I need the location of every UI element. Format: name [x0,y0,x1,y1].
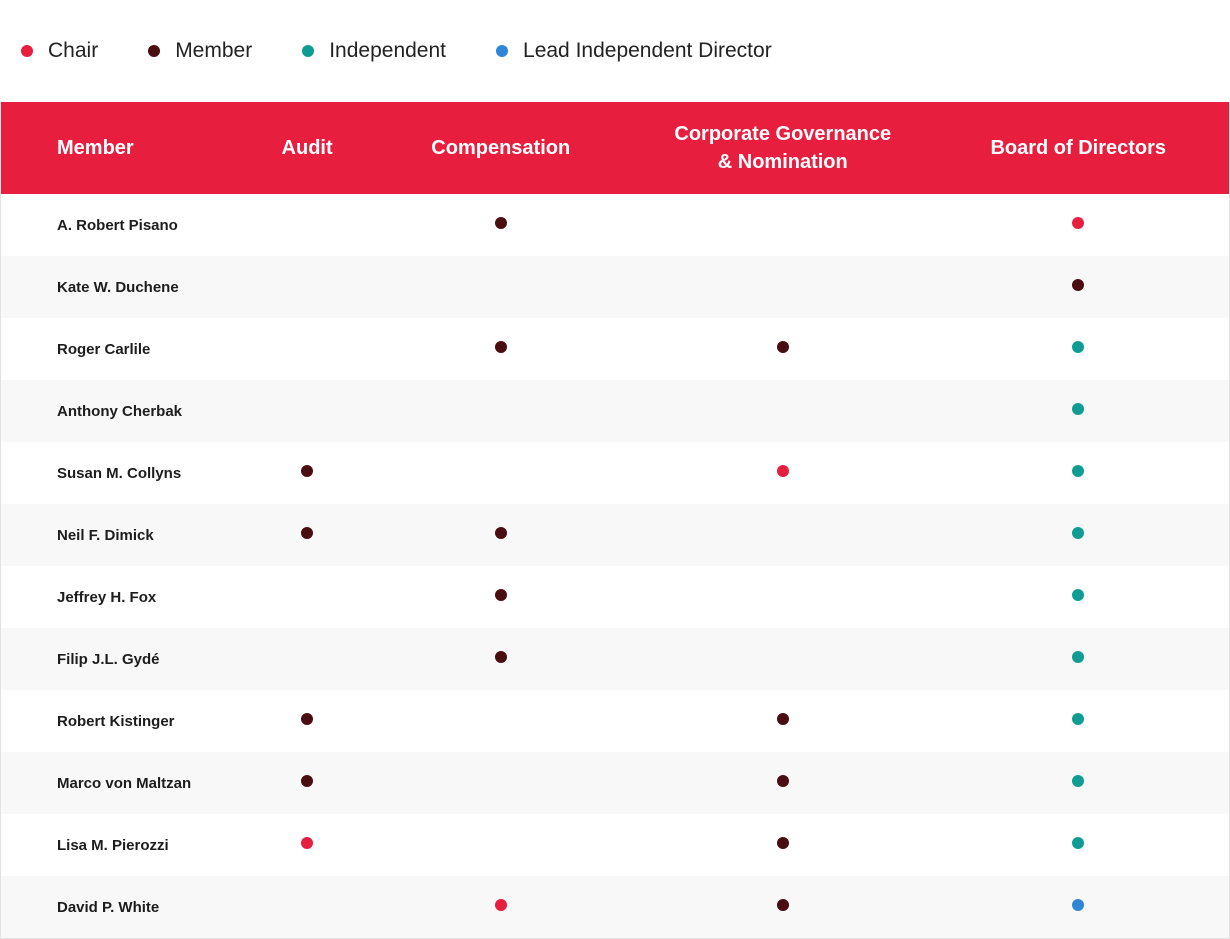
independent-dot-icon [1072,589,1084,601]
legend-item-lead [496,39,772,63]
audit-cell [251,256,364,318]
audit-cell [251,566,364,628]
compensation-cell [363,318,638,380]
board-cell [928,442,1229,504]
legend-label: Member [175,39,253,62]
independent-dot-icon [1072,341,1084,353]
member-name: A. Robert Pisano [57,216,178,234]
member-name: Kate W. Duchene [57,278,179,296]
governance-cell [638,442,928,504]
header-audit: Audit [281,137,333,159]
board-cell [928,380,1229,442]
governance-cell [638,876,928,938]
governance-cell [638,318,928,380]
member-name: Jeffrey H. Fox [57,588,157,606]
table-row [1,566,1229,628]
legend-item-independent [302,39,446,63]
audit-cell [251,194,364,256]
independent-dot-icon [1072,651,1084,663]
compensation-cell [363,876,638,938]
audit-cell [251,504,364,566]
member-name: Lisa M. Pierozzi [57,836,169,854]
member-name: Susan M. Collyns [57,464,182,482]
member-name-cell [1,318,251,380]
header-governance: Corporate Governance & Nomination [674,123,892,173]
table-row [1,814,1229,876]
member-name: Neil F. Dimick [57,526,154,544]
board-cell [928,814,1229,876]
member-dot-icon [495,341,507,353]
member-dot-icon [301,465,313,477]
compensation-cell [363,566,638,628]
compensation-cell [363,442,638,504]
member-name: Anthony Cherbak [57,402,183,420]
table-header [1,102,1229,194]
compensation-cell [363,752,638,814]
governance-cell [638,752,928,814]
audit-cell [251,814,364,876]
table-row [1,256,1229,318]
member-name-cell [1,442,251,504]
table-row [1,876,1229,938]
member-dot-icon [495,527,507,539]
member-name-cell [1,752,251,814]
board-cell [928,628,1229,690]
table-row [1,380,1229,442]
member-name: Robert Kistinger [57,712,175,730]
table-row [1,628,1229,690]
compensation-cell [363,690,638,752]
member-name-cell [1,628,251,690]
governance-cell [638,814,928,876]
member-name-cell [1,814,251,876]
independent-dot-icon [1072,775,1084,787]
governance-cell [638,194,928,256]
independent-dot-icon [1072,837,1084,849]
member-name: David P. White [57,898,160,916]
table-row [1,504,1229,566]
board-cell [928,690,1229,752]
compensation-cell [363,628,638,690]
legend-label: Chair [48,39,99,62]
committee-table [0,102,1230,939]
legend [0,0,1230,102]
member-dot-icon [495,651,507,663]
table-row [1,194,1229,256]
board-cell [928,256,1229,318]
member-name-cell [1,194,251,256]
member-dot-icon [495,217,507,229]
chair-dot-icon [21,45,33,57]
chair-dot-icon [495,899,507,911]
independent-dot-icon [1072,403,1084,415]
legend-label: Independent [329,39,447,62]
independent-dot-icon [1072,713,1084,725]
independent-dot-icon [1072,465,1084,477]
governance-cell [638,256,928,318]
member-name-cell [1,256,251,318]
member-dot-icon [148,45,160,57]
member-name-cell [1,690,251,752]
member-name: Marco von Maltzan [57,774,192,792]
member-dot-icon [301,775,313,787]
compensation-cell [363,380,638,442]
legend-item-chair [21,39,98,63]
compensation-cell [363,504,638,566]
header-board: Board of Directors [990,137,1167,159]
member-name-cell [1,566,251,628]
member-dot-icon [777,775,789,787]
board-cell [928,504,1229,566]
audit-cell [251,876,364,938]
compensation-cell [363,814,638,876]
audit-cell [251,380,364,442]
audit-cell [251,628,364,690]
governance-cell [638,628,928,690]
member-dot-icon [301,713,313,725]
audit-cell [251,442,364,504]
table-row [1,690,1229,752]
lead-dot-icon [496,45,508,57]
chair-dot-icon [777,465,789,477]
governance-cell [638,566,928,628]
member-dot-icon [777,837,789,849]
board-cell [928,194,1229,256]
board-cell [928,876,1229,938]
audit-cell [251,318,364,380]
member-dot-icon [495,589,507,601]
lead-dot-icon [1072,899,1084,911]
legend-item-member [148,39,252,63]
board-cell [928,752,1229,814]
member-name-cell [1,876,251,938]
governance-cell [638,504,928,566]
governance-cell [638,380,928,442]
member-dot-icon [777,713,789,725]
compensation-cell [363,194,638,256]
table-row [1,318,1229,380]
member-name: Filip J.L. Gydé [57,650,160,668]
board-cell [928,566,1229,628]
header-member: Member [57,137,134,159]
table-body [1,194,1229,938]
legend-label: Lead Independent Director [523,39,772,62]
independent-dot-icon [302,45,314,57]
independent-dot-icon [1072,527,1084,539]
member-name: Roger Carlile [57,340,151,358]
table-row [1,752,1229,814]
member-dot-icon [777,341,789,353]
header-compensation: Compensation [431,137,571,159]
governance-cell [638,690,928,752]
member-name-cell [1,380,251,442]
table-row [1,442,1229,504]
chair-dot-icon [301,837,313,849]
chair-dot-icon [1072,217,1084,229]
board-cell [928,318,1229,380]
member-name-cell [1,504,251,566]
compensation-cell [363,256,638,318]
audit-cell [251,690,364,752]
member-dot-icon [1072,279,1084,291]
member-dot-icon [301,527,313,539]
member-dot-icon [777,899,789,911]
audit-cell [251,752,364,814]
